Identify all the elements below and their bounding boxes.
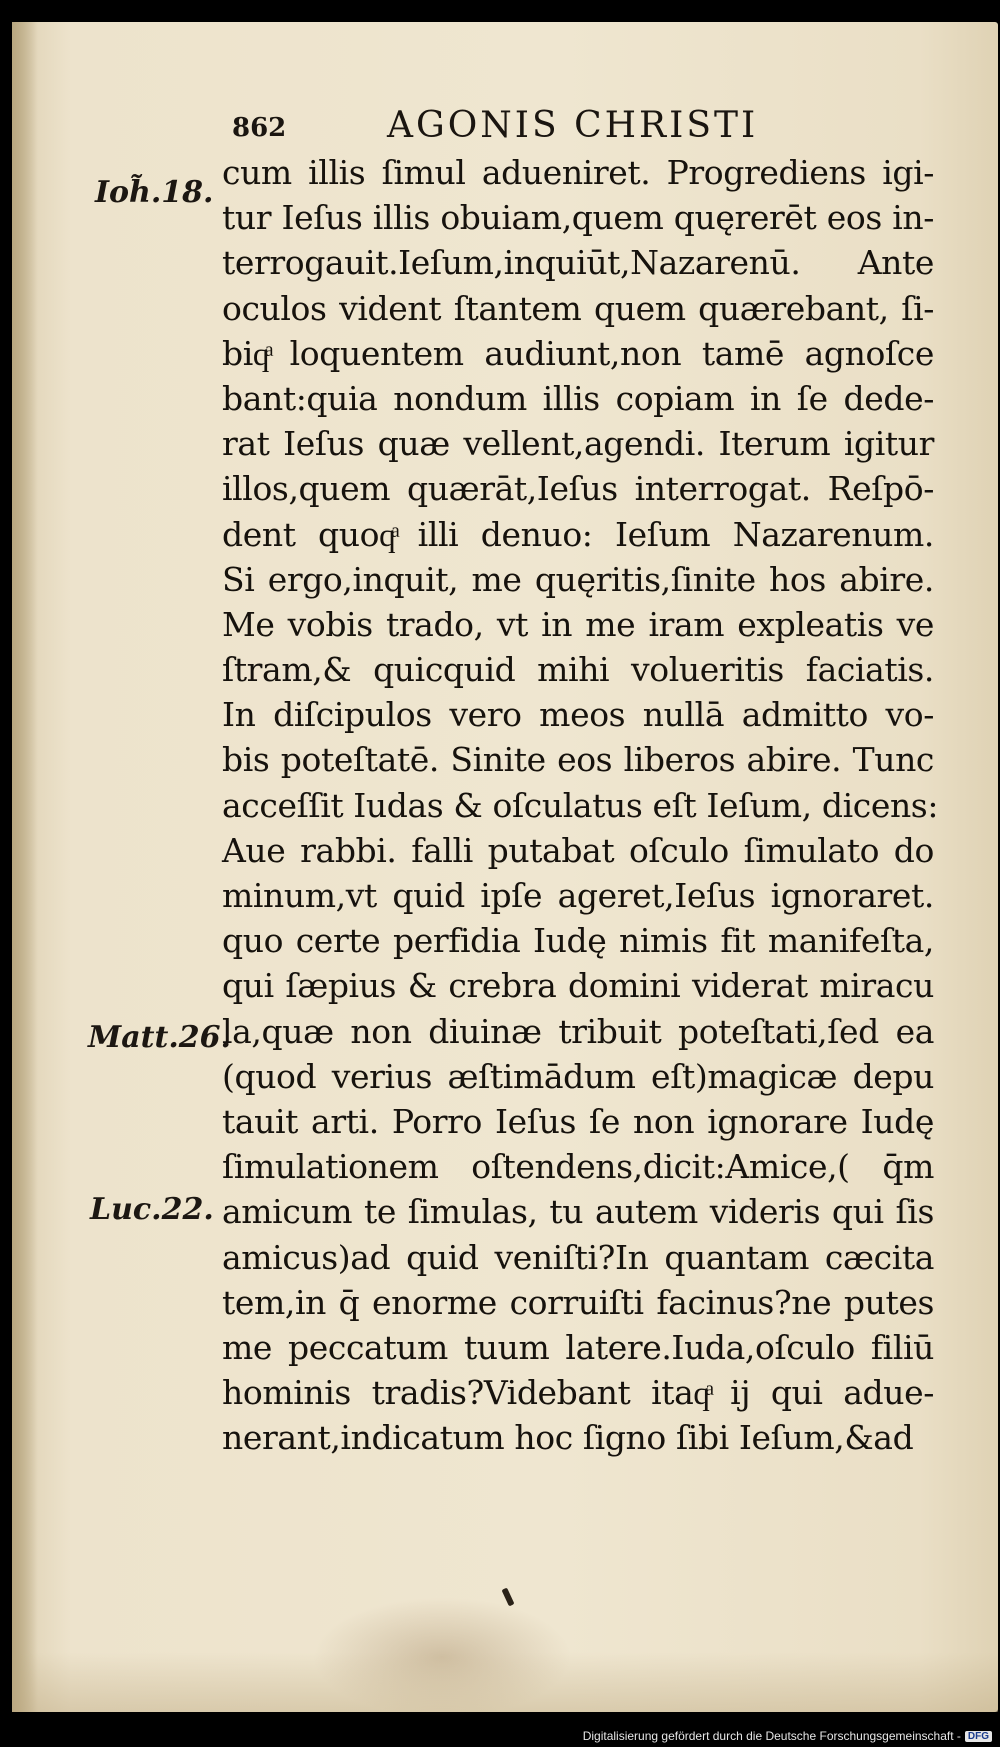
text-line: Me vobis trado, vt in me iram expleatis ve <box>222 604 934 644</box>
page-stain <box>312 1597 572 1717</box>
text-line: me peccatum tuum latere.Iuda,oſculo filiū <box>222 1327 934 1367</box>
text-line: bis poteſtatē. Sinite eos liberos abire. Tunc <box>222 740 934 780</box>
text-line: biqͣ loquentem audiunt,non tamē agnoſce <box>222 333 934 373</box>
text-line: bant:quia nondum illis copiam in ſe dede- <box>222 378 934 418</box>
margin-note-luke: Luc.22. <box>90 1192 214 1227</box>
page-number: 862 <box>232 113 287 143</box>
text-line: ſtram,& quicquid mihi volueritis faciatis. <box>222 650 934 690</box>
text-line: Si ergo,inquit, me quęritis,ſinite hos abire. <box>222 559 934 599</box>
text-line: oculos vident ſtantem quem quærebant, ſi- <box>222 288 934 328</box>
text-line: tauit arti. Porro Ieſus ſe non ignorare Iudę <box>222 1101 934 1141</box>
dfg-logo-icon: DFG <box>965 1731 992 1742</box>
body-text <box>222 150 939 1460</box>
text-line: In diſcipulos vero meos nullā admitto vo- <box>222 695 934 735</box>
running-title: AGONIS CHRISTI <box>387 105 759 146</box>
margin-note-matthew: Matt.26. <box>88 1020 231 1055</box>
text-line: illos,quem quærāt,Ieſus interrogat. Reſpō- <box>222 469 934 509</box>
text-line: qui ſæpius & crebra domini viderat miracu <box>222 966 934 1006</box>
text-line: tem,in q̄ enorme corruiſti facinus?ne putes <box>222 1282 934 1322</box>
text-line: amicus)ad quid veniſti?In quantam cæcita <box>222 1237 934 1277</box>
text-line: minum,vt quid ipſe ageret,Ieſus ignoraret. <box>222 876 934 915</box>
text-line: (quod verius æſtimādum eſt)magicæ depu <box>222 1056 934 1096</box>
text-line: acceſſit Iudas & oſculatus eſt Ieſum, dicens: <box>222 785 939 825</box>
text-line: cum illis ſimul adueniret. Progrediens igi- <box>222 153 934 192</box>
text-line: terrogauit.Ieſum,inquiūt,Nazarenū. Ante <box>222 243 934 283</box>
text-line: tur Ieſus illis obuiam,quem quęrerēt eos in- <box>222 198 934 238</box>
digitization-footer <box>583 1729 992 1743</box>
text-line: la,quæ non diuinæ tribuit poteſtati,ſed ea <box>222 1011 934 1051</box>
margin-note-john: Ioh̃.18. <box>95 175 214 210</box>
text-line: Aue rabbi. falli putabat oſculo ſimulato do <box>222 830 934 870</box>
text-line: rat Ieſus quæ vellent,agendi. Iterum igitur <box>222 424 934 464</box>
footer-text: Digitalisierung gefördert durch die Deutsche Forschungsgemeinschaft - <box>582 1729 961 1743</box>
text-line: ſimulationem oſtendens,dicit:Amice,( q̄m <box>222 1147 934 1187</box>
text-line: nerant,indicatum hoc ſigno ſibi Ieſum,&ad <box>222 1418 914 1458</box>
text-line: quo certe perfidia Iudę nimis fit manifeſta, <box>222 921 934 961</box>
text-line: hominis tradis?Videbant itaqͣ ij qui adue- <box>222 1373 934 1413</box>
text-line: dent quoqͣ illi denuo: Ieſum Nazarenum. <box>222 514 934 554</box>
text-line: amicum te ſimulas, tu autem videris qui ſis <box>222 1192 934 1232</box>
